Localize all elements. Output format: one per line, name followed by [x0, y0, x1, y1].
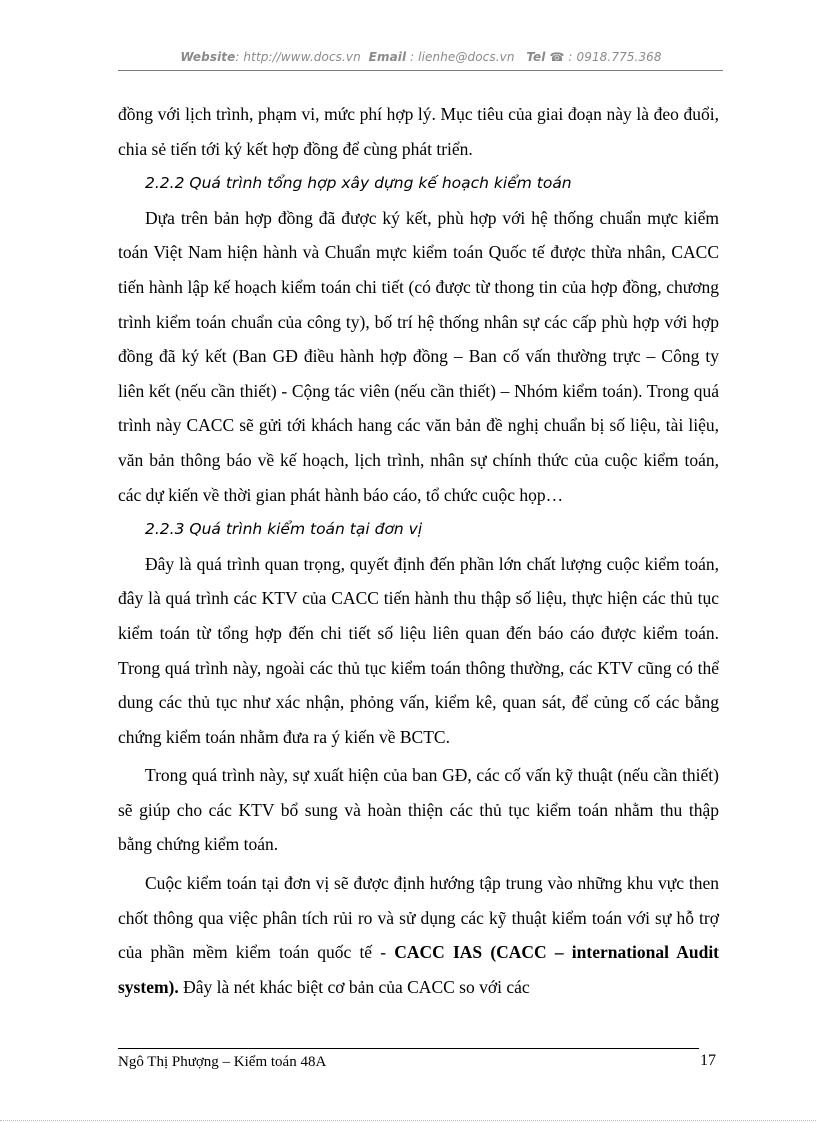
- paragraph-focus: [118, 866, 719, 1004]
- footer-author: Ngô Thị Phượng – Kiểm toán 48A: [118, 1054, 327, 1070]
- footer-divider: [118, 1048, 699, 1049]
- website-label: Website: [180, 50, 236, 64]
- paragraph-continued: đồng với lịch trình, phạm vi, mức phí hợp lý. Mục tiêu của giai đoạn này là đeo đuổi, chia sẻ tiến tới ký kết hợp đồng để cùng phát triển.: [118, 104, 719, 159]
- document-body: [118, 97, 719, 1004]
- paragraph-advisors: Trong quá trình này, sự xuất hiện của ban GĐ, các cố vấn kỹ thuật (nếu cần thiết) sẽ giúp cho các KTV bổ sung và hoàn thiện các thủ tục kiểm toán nhằm thu thập bằng chứng kiểm toán.: [118, 765, 719, 855]
- paragraph-fieldwork: Đây là quá trình quan trọng, quyết định đến phần lớn chất lượng cuộc kiểm toán, đây là quá trình các KTV của CACC tiến hành thu thập số liệu, thực hiện các thủ tục kiểm toán từ tổng hợp đến chi tiết số liệu liên quan đến báo cáo được kiểm toán. Trong quá trình này, ngoài các thủ tục kiểm toán thông thường, các KTV cũng có thể dung các thủ tục như xác nhận, phỏng vấn, kiểm kê, quan sát, để củng cố các bằng chứng kiểm toán nhằm đưa ra ý kiến về BCTC.: [118, 553, 719, 747]
- page-header: [118, 50, 724, 64]
- page-number: 17: [700, 1052, 716, 1069]
- page-bottom-border: [0, 1120, 816, 1122]
- phone-icon: ☎: [549, 50, 565, 64]
- email-value: : lienhe@docs.vn: [406, 50, 515, 64]
- paragraph-planning: Dựa trên bản hợp đồng đã được ký kết, phù hợp với hệ thống chuẩn mực kiểm toán Việt Nam hiện hành và Chuẩn mực kiểm toán Quốc tế được thừa nhân, CACC tiến hành lập kế hoạch kiểm toán chi tiết (có được từ thong tin của hợp đồng, chương trình kiểm toán chuẩn của công ty), bố trí hệ thống nhân sự các cấp phù hợp với hợp đồng đã ký kết (Ban GĐ điều hành hợp đồng – Ban cố vấn thường trực – Công ty liên kết (nếu cần thiết) - Cộng tác viên (nếu cần thiết) – Nhóm kiểm toán). Trong quá trình này CACC sẽ gửi tới khách hang các văn bản đề nghị chuẩn bị số liệu, tài liệu, văn bản thông báo về kế hoạch, lịch trình, nhân sự chính thức của cuộc kiểm toán, các dự kiến về thời gian phát hành báo cáo, tổ chức cuộc họp…: [118, 207, 719, 505]
- header-divider: [118, 70, 723, 71]
- email-label: Email: [368, 50, 407, 64]
- tel-label: Tel: [526, 50, 546, 64]
- tel-value: : 0918.775.368: [568, 50, 662, 64]
- paragraph-focus-tail: Đây là nét khác biệt cơ bản của CACC so với các: [178, 976, 530, 997]
- cacc-ias-emphasis: CACC IAS (CACC – international Audit system).: [118, 942, 720, 997]
- section-heading-2-2-2: 2.2.2 Quá trình tổng hợp xây dựng kế hoạch kiểm toán: [145, 174, 572, 193]
- paragraph-focus-text: Cuộc kiểm toán tại đơn vị sẽ được định hướng tập trung vào những khu vực then chốt thông qua việc phân tích rủi ro và sử dụng các kỹ thuật kiểm toán với sự hỗ trợ của phần mềm kiểm toán quốc tế -: [118, 873, 719, 963]
- section-heading-2-2-3: 2.2.3 Quá trình kiểm toán tại đơn vị: [145, 520, 423, 539]
- website-value: : http://www.docs.vn: [235, 50, 361, 64]
